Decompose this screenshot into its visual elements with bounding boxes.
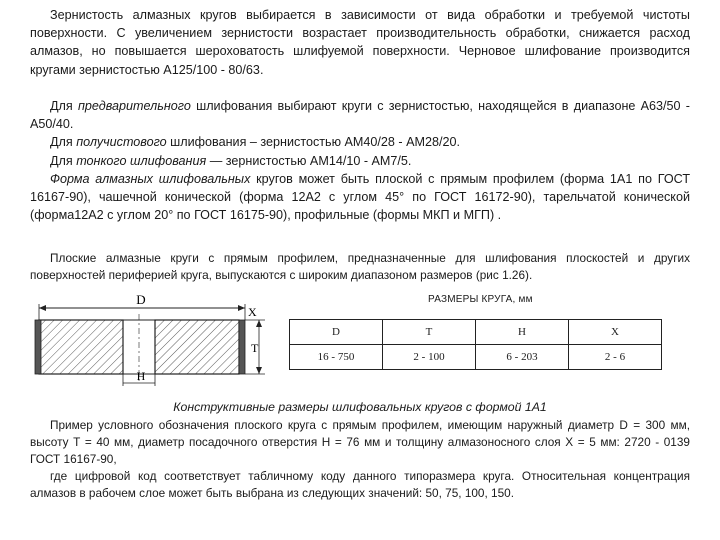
value-cell: 2 - 6 <box>569 345 662 370</box>
header-cell: T <box>383 320 476 345</box>
table-header-row <box>290 320 662 345</box>
value-cell: 2 - 100 <box>383 345 476 370</box>
header-cell: H <box>476 320 569 345</box>
paragraph-grit: Зернистость алмазных кругов выбирается в зависимости от вида обработки и требуемой чистоты поверхности. С увеличением зернистости возрастает производительность обработки, снижается расход алмазов, но повышается шероховатость шлифуемой поверхности. Черновое шлифование производится кругами зернистостью А125/100 - 80/63. <box>30 8 690 77</box>
value-cell: 16 - 750 <box>290 345 383 370</box>
wheel-left-half <box>39 320 123 374</box>
label-d: D <box>136 292 146 307</box>
paragraph-preliminary: Для предварительного шлифования выбирают круги с зернистостью, находящейся в диапазоне А63/50 - А50/40. <box>30 99 690 132</box>
paragraph-designation-example: Пример условного обозначения плоского круга с прямым профилем, имеющим наружный диаметр D = 300 мм, высоту Т = 40 мм, диаметр посадочного отверстия Н = 76 мм и толщину алмазоносного слоя X = 5 мм: 2720 - 0139 ГОСТ 16167-90, <box>30 418 690 466</box>
figure-caption: Конструктивные размеры шлифовальных кругов с формой 1А1 <box>173 400 547 414</box>
diamond-layer-right <box>239 320 245 374</box>
paragraph-concentration: где цифровой код соответствует табличному коду данного типоразмера круга. Относительная концентрация алмазов в рабочем слое может быть выбрана из следующих значений: 50, 75, 100, 150. <box>30 469 690 500</box>
wheel-drawing <box>33 290 273 390</box>
header-cell: D <box>290 320 383 345</box>
label-t: T <box>251 341 259 355</box>
value-cell: 6 - 203 <box>476 345 569 370</box>
label-h: H <box>136 369 146 383</box>
wheel-right-half <box>155 320 239 374</box>
paragraph-fine: Для тонкого шлифования — зернистостью АМ14/10 - АМ7/5. <box>50 154 412 168</box>
paragraph-flat-wheels: Плоские алмазные круги с прямым профилем, предназначенные для шлифования плоскостей и других поверхностей периферией круга, выпускаются с широким диапазоном размеров (рис 1.26). <box>30 251 690 282</box>
table-title: РАЗМЕРЫ КРУГА, мм <box>428 294 533 305</box>
label-x: X <box>248 305 257 319</box>
paragraph-wheel-shapes: Форма алмазных шлифовальных кругов может быть плоской с прямым профилем (форма 1А1 по ГОСТ 16167-90), чашечной конической (форма 12А2 с углом 45° по ГОСТ 16172-90), тарельчатой конической (форма12А2 с углом 20° по ГОСТ 16175-90), профильные (формы МКП и МГП) . <box>30 172 691 223</box>
header-cell: X <box>569 320 662 345</box>
table-value-row <box>290 345 662 370</box>
paragraph-semifinish: Для получистового шлифования – зернистостью АМ40/28 - АМ28/20. <box>50 135 461 149</box>
dimensions-table <box>289 319 662 370</box>
diamond-layer-left <box>35 320 41 374</box>
